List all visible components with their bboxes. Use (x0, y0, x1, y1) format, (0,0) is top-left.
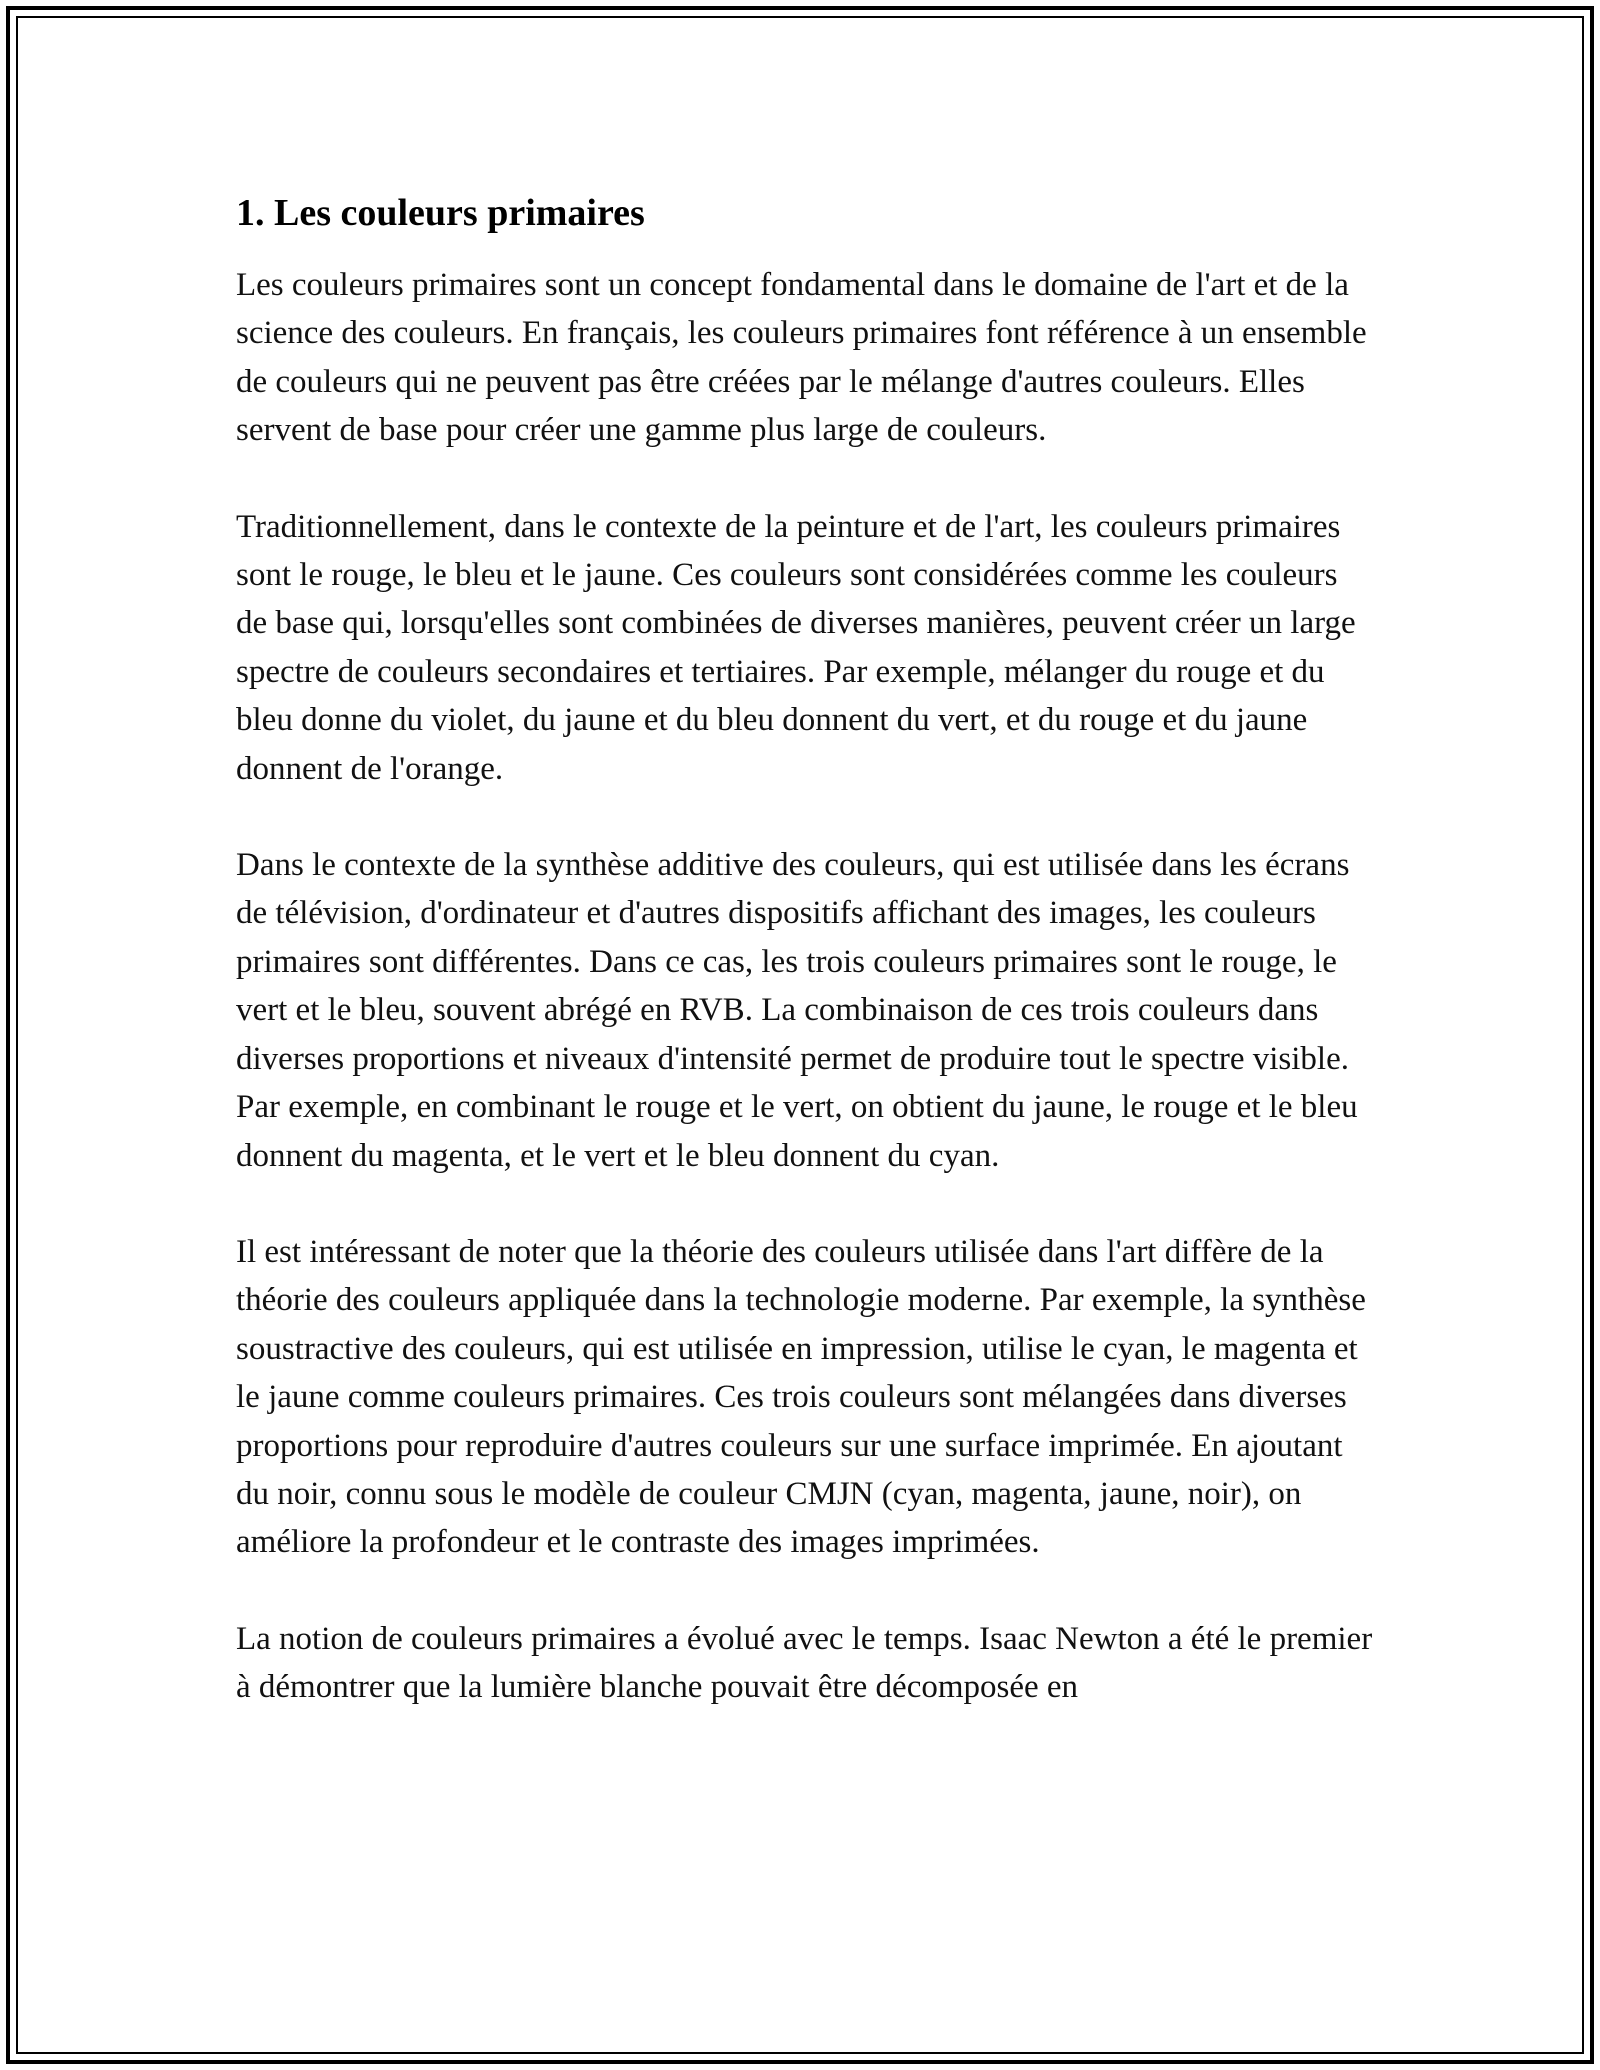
document-body (236, 185, 1376, 1760)
paragraph-additive-synthesis: Dans le contexte de la synthèse additive des couleurs, qui est utilisée dans les écrans de télévision, d'ordinateur et d'autres dispositifs affichant des images, les couleurs primaires sont différentes. Dans ce cas, les trois couleurs primaires sont le rouge, le vert et le bleu, souvent abrégé en RVB. La combinaison de ces trois couleurs dans diverses proportions et niveaux d'intensité permet de produire tout le spectre visible. Par exemple, en combinant le rouge et le vert, on obtient du jaune, le rouge et le bleu donnent du magenta, et le vert et le bleu donnent du cyan. (236, 847, 1358, 1174)
paragraph-subtractive-synthesis: Il est intéressant de noter que la théorie des couleurs utilisée dans l'art diffère de la théorie des couleurs appliquée dans la technologie moderne. Par exemple, la synthèse soustractive des couleurs, qui est utilisée en impression, utilise le cyan, le magenta et le jaune comme couleurs primaires. Ces trois couleurs sont mélangées dans diverses proportions pour reproduire d'autres couleurs sur une surface imprimée. En ajoutant du noir, connu sous le modèle de couleur CMJN (cyan, magenta, jaune, noir), on améliore la profondeur et le contraste des images imprimées. (236, 1233, 1366, 1561)
paragraph-traditional-colors: Traditionnellement, dans le contexte de la peinture et de l'art, les couleurs primaires sont le rouge, le bleu et le jaune. Ces couleurs sont considérées comme les couleurs de base qui, lorsqu'elles sont combinées de diverses manières, peuvent créer un large spectre de couleurs secondaires et tertiaires. Par exemple, mélanger du rouge et du bleu donne du violet, du jaune et du bleu donnent du vert, et du rouge et du jaune donnent de l'orange. (236, 508, 1356, 787)
paragraph-history: La notion de couleurs primaires a évolué avec le temps. Isaac Newton a été le premier à démontrer que la lumière blanche pouvait être décomposée en (236, 1620, 1373, 1706)
paragraph-intro: Les couleurs primaires sont un concept fondamental dans le domaine de l'art et de la science des couleurs. En français, les couleurs primaires font référence à un ensemble de couleurs qui ne peuvent pas être créées par le mélange d'autres couleurs. Elles servent de base pour créer une gamme plus large de couleurs. (236, 267, 1367, 449)
section-heading: 1. Les couleurs primaires (236, 192, 645, 234)
